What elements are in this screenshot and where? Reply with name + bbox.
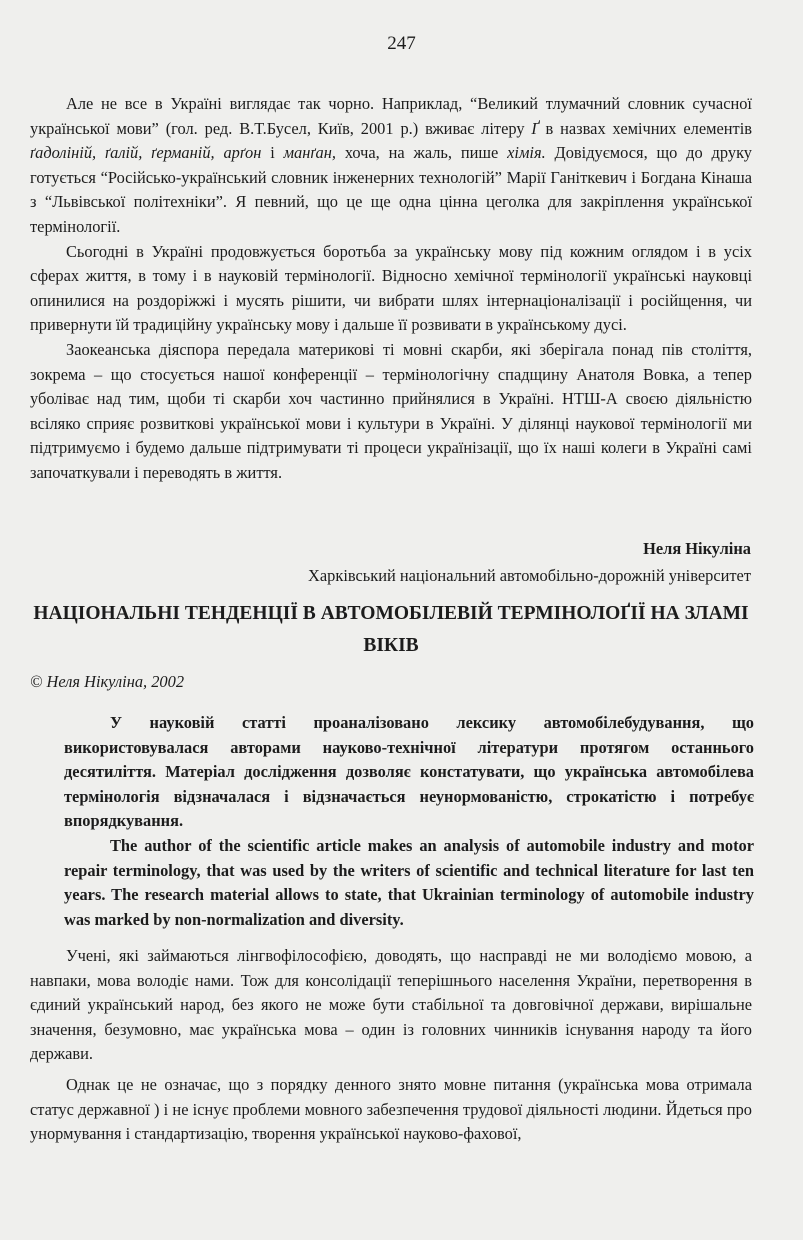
article-body xyxy=(30,944,752,1147)
abstract-english: The author of the scientific article makes an analysis of automobile industry and motor repair terminology, that was used by the writers of scientific and technical literature for last ten years. The research material allows to state, that Ukrainian terminology of automobile industry was marked by non-normalization and diversity. xyxy=(64,835,754,929)
text-run-italic: ґадоліній, ґалій, ґерманій, арґон xyxy=(30,143,262,163)
body-paragraph-2: Однак це не означає, що з порядку денного знято мовне питання (українська мова отримала статус державної ) і не існує проблеми мовного забезпечення трудової діяльності людини. Йдеться про унормування і стандартизацію, творення української науково-фахової, xyxy=(30,1074,752,1144)
abstract xyxy=(64,711,754,932)
author-affiliation: Харківський національний автомобільно-дорожній університет xyxy=(308,566,751,585)
article-title: НАЦІОНАЛЬНІ ТЕНДЕНЦІЇ В АВТОМОБІЛЕВІЙ ТЕРМІНОЛОҐІЇ НА ЗЛАМІ ВІКІВ xyxy=(33,603,749,656)
text-run-italic: манґан, xyxy=(283,143,336,163)
intro-paragraph-1 xyxy=(30,92,752,240)
text-run-italic: хімія. xyxy=(507,143,546,163)
text-run: Довідуємося, що до друку готується “Російсько-український словник інженерних технологій” Марії Ганіткевич і Богдана Кінаша з “Львівської політехніки”. Я певний, що це ще одна цінна цеголка для закріплення української термінології. xyxy=(30,143,753,236)
text-run: Сьогодні в Україні продовжується боротьба за українську мову під кожним оглядом і в усіх сферах життя, в тому і в науковій термінології. Відносно хемічної термінології українські науковці опинилися на роздоріжжі і мусять рішити, чи вибрати шлях інтернаціоналізації і російщення, чи привернути їй традиційну українську мову і дальше її розвивати в українському дусі. xyxy=(30,241,752,335)
text-run: в назвах хемічних елементів xyxy=(538,118,752,138)
page-number: 247 xyxy=(387,33,416,54)
author-name: Неля Нікуліна xyxy=(643,539,751,558)
body-paragraph-1: Учені, які займаються лінгвофілософією, доводять, що насправді не ми володіємо мовою, а навпаки, мова володіє нами. Тож для консолідації теперішнього населення України, перетворення в єдиний український народ, без якого не може бути стабільної та довговічної держави, вирішальне значення, безумовно, має українська мова – один із головних чинників існування народу та його держави. xyxy=(30,946,752,1064)
text-run: Заокеанська діяспора передала материкові ті мовні скарби, які зберігала понад пів століття, зокрема – що стосується нашої конференції – термінологічну спадщину Анатоля Вовка, а тепер уболіває над тим, щоби ті скарби хоч частинно прийнялися в Україні. НТШ-А своєю діяльністю всіляко сприяє розвиткові української мови і культури в Україні. У ділянці наукової термінології ми підтримуємо і будемо дальше підтримувати ті процеси українізації, що їх наші колеги в Україні самі започаткували і переводять в життя. xyxy=(30,339,752,482)
text-run: Але не все в Україні виглядає так чорно. Наприклад, “Великий тлумачний словник сучасної української мови” (гол. ред. В.Т.Бусел, Київ, 2001 р.) вживає літеру xyxy=(30,94,752,138)
intro-paragraph-2 xyxy=(30,240,752,338)
text-run-italic: Ґ xyxy=(531,118,539,138)
copyright-line: © Неля Нікуліна, 2002 xyxy=(30,672,185,691)
abstract-ukrainian: У науковій статті проаналізовано лексику автомобілебудування, що використовувалася авторами науково-технічної літератури протягом останнього десятиліття. Матеріал дослідження дозволяє констатувати, що українська автомобілева термінологія відзначалася і відзначається неунормованістю, строкатістю і потребує впорядкування. xyxy=(64,713,754,831)
intro-paragraph-3 xyxy=(30,338,752,486)
intro-text xyxy=(30,92,752,486)
text-run: і xyxy=(261,143,284,163)
text-run: хоча, на жаль, пише xyxy=(335,143,508,163)
